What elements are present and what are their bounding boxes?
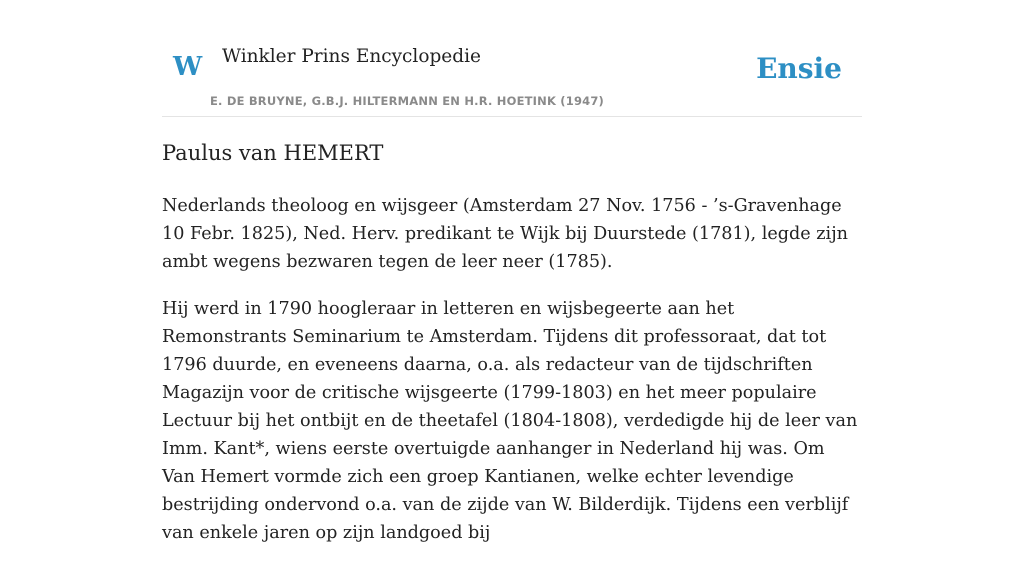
w-logo-icon[interactable]: W [173, 52, 203, 82]
page [162, 0, 862, 543]
site-header [162, 0, 862, 117]
site-title[interactable]: Winkler Prins Encyclopedie [222, 46, 481, 67]
ensie-brand-logo[interactable]: Ensie [756, 52, 842, 85]
article-paragraph: Nederlands theoloog en wijsgeer (Amsterdam 27 Nov. 1756 - ’s-Gravenhage 10 Febr. 1825), Ned. Herv. predikant te Wijk bij Duurstede (1781), legde zijn ambt wegens bezwaren tegen de leer neer (1785). [162, 196, 848, 272]
article-body [162, 192, 862, 566]
article-paragraph: Hij werd in 1790 hoogleraar in letteren en wijsbegeerte aan het Remonstrants Seminarium te Amsterdam. Tijdens dit professoraat, dat tot 1796 duurde, en eveneens daarna, o.a. als redacteur van de tijdschriften Magazijn voor de critische wijsgeerte (1799-1803) en het meer populaire Lectuur bij het ontbijt en de theetafel (1804-1808), verdedigde hij de leer van Imm. Kant*, wiens eerste overtuigde aanhanger in Nederland hij was. Om Van Hemert vormde zich een groep Kantianen, welke echter levendige bestrijding ondervond o.a. van de zijde van W. Bilderdijk. Tijdens een verblijf van enkele jaren op zijn landgoed bij [162, 299, 858, 543]
site-subtitle: E. DE BRUYNE, G.B.J. HILTERMANN EN H.R. HOETINK (1947) [210, 94, 605, 108]
article-title: Paulus van HEMERT [162, 141, 384, 165]
